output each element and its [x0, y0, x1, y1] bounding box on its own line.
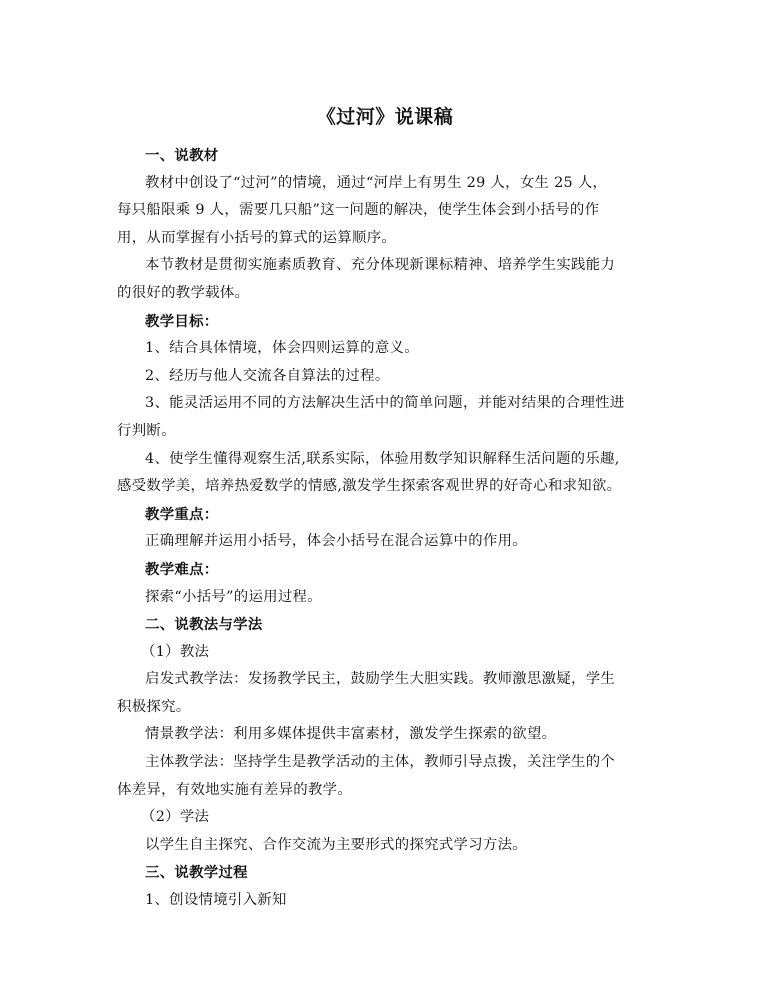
subheading-learning-method: （2）学法 — [141, 809, 210, 826]
paragraph-line: 4、使学生懂得观察生活,联系实际，体验用数学知识解释生活问题的乐趣, — [145, 450, 620, 467]
paragraph-line: 感受数学美，培养热爱数学的情感,激发学生探索客观世界的好奇心和求知欲。 — [117, 478, 622, 495]
paragraph-line: 启发式教学法：发扬教学民主，鼓励学生大胆实践。教师激思激疑，学生 — [145, 671, 616, 688]
teaching-goal-1: 1、结合具体情境，体会四则运算的意义。 — [145, 340, 419, 357]
paragraph-textbook-value — [117, 252, 657, 307]
paragraph-line: 每只船限乘 9 人，需要几只船”这一问题的解决，使学生体会到小括号的作 — [117, 202, 600, 219]
document-title: 《过河》说课稿 — [316, 106, 454, 128]
teaching-goal-3 — [117, 390, 657, 445]
paragraph-line: 的很好的教学载体。 — [117, 284, 250, 301]
process-step-1: 1、创设情境引入新知 — [145, 892, 287, 909]
learning-method-text: 以学生自主探究、合作交流为主要形式的探究式学习方法。 — [145, 836, 527, 853]
teaching-key-text: 正确理解并运用小括号，体会小括号在混合运算中的作用。 — [145, 533, 527, 550]
method-heuristic — [117, 666, 657, 721]
paragraph-line: 体差异，有效地实施有差异的教学。 — [117, 781, 353, 798]
teaching-key-heading: 教学重点： — [145, 505, 219, 523]
paragraph-line: 3、能灵活运用不同的方法解决生活中的简单问题，并能对结果的合理性进 — [145, 395, 625, 412]
teaching-difficulty-heading: 教学难点： — [145, 560, 219, 578]
subheading-teaching-method: （1）教法 — [141, 643, 210, 660]
method-subject — [117, 749, 657, 804]
method-situational: 情景教学法：利用多媒体提供丰富素材，激发学生探索的欲望。 — [145, 726, 557, 743]
paragraph-line: 主体教学法：坚持学生是教学活动的主体，教师引导点拨，关注学生的个 — [145, 754, 616, 771]
teaching-goals-heading: 教学目标： — [145, 312, 219, 330]
paragraph-line: 教材中创设了“过河”的情境，通过“河岸上有男生 29 人，女生 25 人， — [145, 174, 608, 191]
section-heading-textbook: 一、说教材 — [145, 147, 219, 164]
paragraph-line: 本节教材是贯彻实施素质教育、充分体现新课标精神、培养学生实践能力 — [145, 257, 616, 274]
paragraph-line: 行判断。 — [117, 422, 176, 439]
paragraph-line: 积极探究。 — [117, 698, 191, 715]
paragraph-textbook-intro — [117, 170, 657, 253]
teaching-goal-4 — [117, 446, 657, 501]
teaching-difficulty-text: 探索“小括号”的运用过程。 — [145, 588, 322, 605]
teaching-goal-2: 2、经历与他人交流各自算法的过程。 — [145, 367, 390, 384]
section-heading-methods: 二、说教法与学法 — [145, 616, 263, 634]
section-heading-process: 三、说教学过程 — [145, 864, 248, 882]
document-body — [117, 142, 657, 915]
paragraph-line: 用，从而掌握有小括号的算式的运算顺序。 — [117, 229, 397, 246]
